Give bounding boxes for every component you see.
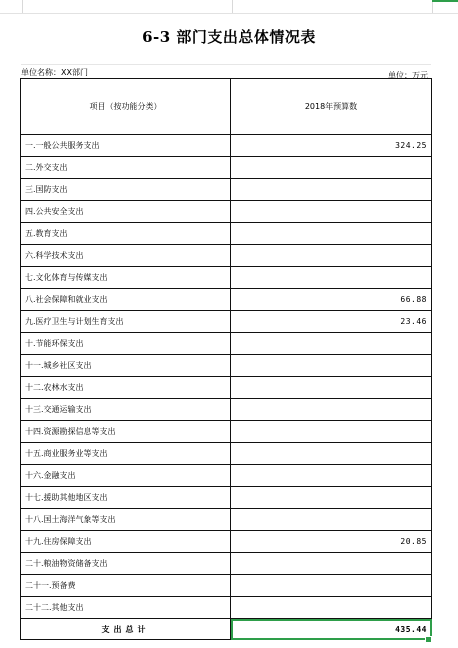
table-row (21, 223, 432, 245)
table-row (21, 201, 432, 223)
row-category-cell[interactable]: 四.公共安全支出 (21, 201, 231, 223)
row-value-cell[interactable]: 66.88 (231, 289, 432, 311)
table-row (21, 487, 432, 509)
table-row (21, 289, 432, 311)
row-value-cell[interactable] (231, 223, 432, 245)
row-category-cell[interactable]: 三.国防支出 (21, 179, 231, 201)
active-sheet-indicator (432, 0, 458, 2)
row-category-cell[interactable]: 二十一.预备费 (21, 575, 231, 597)
table-row (21, 465, 432, 487)
row-value-cell[interactable] (231, 267, 432, 289)
row-category-cell[interactable]: 十八.国土海洋气象等支出 (21, 509, 231, 531)
table-row (21, 377, 432, 399)
row-category-cell[interactable]: 十二.农林水支出 (21, 377, 231, 399)
row-category-cell[interactable]: 十三.交通运输支出 (21, 399, 231, 421)
row-value-cell[interactable] (231, 509, 432, 531)
meta-row (21, 64, 431, 78)
row-value-cell[interactable] (231, 443, 432, 465)
page-title: 6-3 部门支出总体情况表 (142, 28, 316, 46)
table-row (21, 553, 432, 575)
row-category-cell[interactable]: 十九.住房保障支出 (21, 531, 231, 553)
row-value-cell[interactable] (231, 421, 432, 443)
grid-column-line (22, 0, 23, 14)
expenditure-table (20, 78, 432, 640)
row-value-cell[interactable]: 324.25 (231, 135, 432, 157)
row-category-cell[interactable]: 八.社会保障和就业支出 (21, 289, 231, 311)
row-value-cell[interactable] (231, 201, 432, 223)
meta-divider (21, 64, 431, 65)
row-value-cell[interactable] (231, 575, 432, 597)
table-row (21, 157, 432, 179)
table-row (21, 245, 432, 267)
grid-row-line (0, 13, 458, 14)
selection-fill-handle[interactable] (425, 636, 432, 643)
table-row (21, 311, 432, 333)
table-row (21, 421, 432, 443)
table-row (21, 443, 432, 465)
table-row (21, 531, 432, 553)
row-category-cell[interactable]: 九.医疗卫生与计划生育支出 (21, 311, 231, 333)
row-value-cell[interactable] (231, 399, 432, 421)
spreadsheet-top-gridlines (0, 0, 458, 14)
row-category-cell[interactable]: 十六.金融支出 (21, 465, 231, 487)
table-row (21, 267, 432, 289)
row-value-cell[interactable] (231, 179, 432, 201)
row-category-cell[interactable]: 十四.资源勘探信息等支出 (21, 421, 231, 443)
table-row (21, 575, 432, 597)
table-row (21, 355, 432, 377)
row-category-cell[interactable]: 五.教育支出 (21, 223, 231, 245)
table-row (21, 135, 432, 157)
row-category-cell[interactable]: 十一.城乡社区支出 (21, 355, 231, 377)
row-value-cell[interactable]: 23.46 (231, 311, 432, 333)
row-value-cell[interactable] (231, 333, 432, 355)
row-value-cell[interactable]: 20.85 (231, 531, 432, 553)
total-row (21, 619, 432, 640)
total-label-cell[interactable]: 支出总计 (21, 619, 231, 640)
table-row (21, 597, 432, 619)
table-row (21, 399, 432, 421)
header-budget-cell[interactable]: 2018年预算数 (231, 79, 432, 135)
row-category-cell[interactable]: 十七.援助其他地区支出 (21, 487, 231, 509)
row-value-cell[interactable] (231, 355, 432, 377)
unit-name: 单位名称：XX部门 (21, 68, 88, 77)
row-value-cell[interactable] (231, 245, 432, 267)
row-category-cell[interactable]: 七.文化体育与传媒支出 (21, 267, 231, 289)
table-row (21, 179, 432, 201)
row-value-cell[interactable] (231, 465, 432, 487)
grid-column-line (232, 0, 233, 14)
table-header-row (21, 79, 432, 135)
total-value-cell[interactable]: 435.44 (231, 619, 432, 640)
row-category-cell[interactable]: 六.科学技术支出 (21, 245, 231, 267)
row-category-cell[interactable]: 十五.商业服务业等支出 (21, 443, 231, 465)
row-value-cell[interactable] (231, 597, 432, 619)
row-category-cell[interactable]: 二.外交支出 (21, 157, 231, 179)
header-item-cell[interactable]: 项目（按功能分类） (21, 79, 231, 135)
row-value-cell[interactable] (231, 377, 432, 399)
row-value-cell[interactable] (231, 157, 432, 179)
row-category-cell[interactable]: 十.节能环保支出 (21, 333, 231, 355)
currency-unit: 单位：万元 (388, 71, 428, 80)
row-category-cell[interactable]: 一.一般公共服务支出 (21, 135, 231, 157)
row-category-cell[interactable]: 二十.粮油物资储备支出 (21, 553, 231, 575)
grid-column-line (432, 0, 433, 14)
row-value-cell[interactable] (231, 553, 432, 575)
table-row (21, 509, 432, 531)
table-row (21, 333, 432, 355)
row-value-cell[interactable] (231, 487, 432, 509)
row-category-cell[interactable]: 二十二.其他支出 (21, 597, 231, 619)
